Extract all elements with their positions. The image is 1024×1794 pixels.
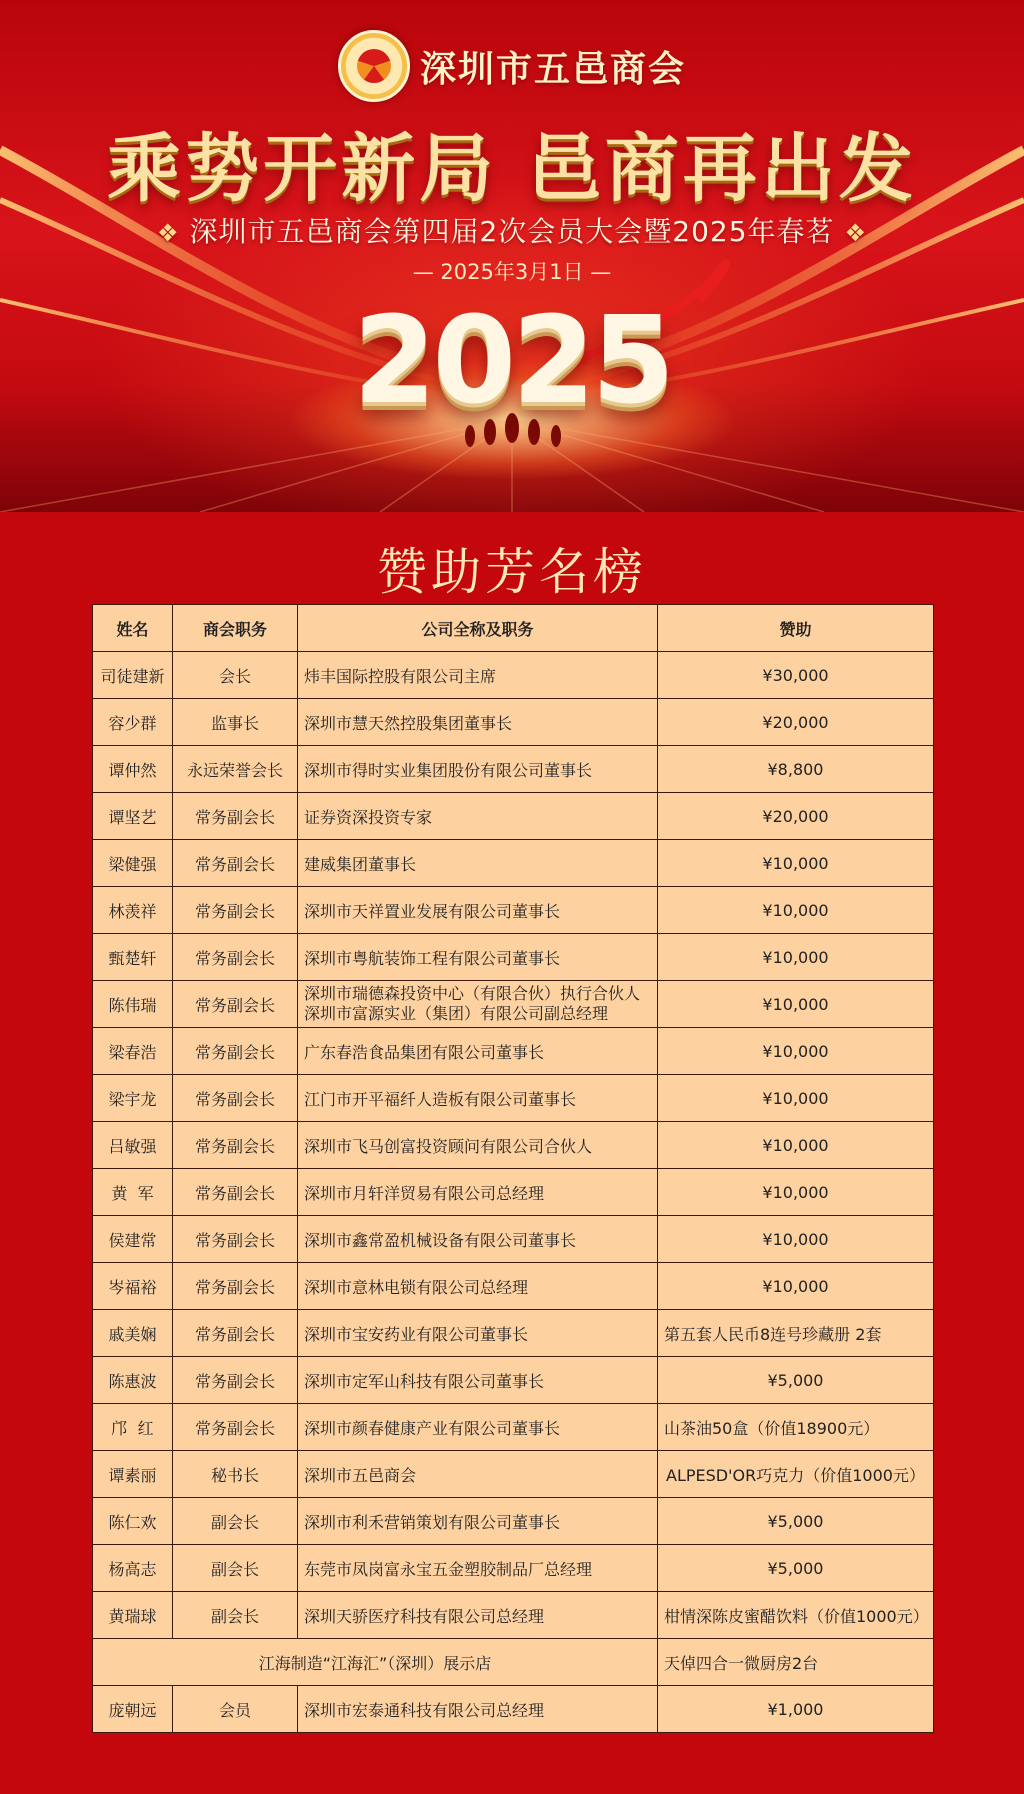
cell-company: 深圳市慧天然控股集团董事长 <box>298 699 658 746</box>
cell-company: 江门市开平福纤人造板有限公司董事长 <box>298 1075 658 1122</box>
cell-sponsor: 第五套人民币8连号珍藏册 2套 <box>658 1310 934 1357</box>
cell-name: 司徒建新 <box>93 652 173 699</box>
cell-company: 深圳市飞马创富投资顾问有限公司合伙人 <box>298 1122 658 1169</box>
event-slogan: 乘势开新局 邑商再出发 <box>107 126 917 212</box>
ornament-left-icon: ❖ <box>156 219 180 247</box>
cell-sponsor: ¥10,000 <box>658 840 934 887</box>
cell-sponsor: ¥10,000 <box>658 981 934 1028</box>
cell-name: 庞朝远 <box>93 1686 173 1733</box>
cell-name: 杨高志 <box>93 1545 173 1592</box>
big-year: 2025 <box>353 292 671 431</box>
company-line-2: 深圳市富源实业（集团）有限公司副总经理 <box>304 1004 609 1023</box>
table-row <box>93 1451 934 1498</box>
cell-sponsor: ¥30,000 <box>658 652 934 699</box>
cell-name: 侯建常 <box>93 1216 173 1263</box>
cell-company: 深圳市宝安药业有限公司董事长 <box>298 1310 658 1357</box>
table-row <box>93 1216 934 1263</box>
ornament-right-icon: ❖ <box>844 219 868 247</box>
cell-role: 常务副会长 <box>173 934 298 981</box>
cell-name: 容少群 <box>93 699 173 746</box>
cell-role: 副会长 <box>173 1498 298 1545</box>
cell-name: 黄瑞球 <box>93 1592 173 1639</box>
cell-company: 深圳市定军山科技有限公司董事长 <box>298 1357 658 1404</box>
cell-name: 黄 军 <box>93 1169 173 1216</box>
event-banner <box>0 0 1024 512</box>
table-row <box>93 1686 934 1733</box>
chamber-logo-icon <box>338 30 410 102</box>
table-row <box>93 1169 934 1216</box>
cell-role: 副会长 <box>173 1545 298 1592</box>
cell-name: 甄楚轩 <box>93 934 173 981</box>
header-name: 姓名 <box>93 605 173 652</box>
cell-role: 常务副会长 <box>173 1263 298 1310</box>
cell-role: 秘书长 <box>173 1451 298 1498</box>
cell-role: 常务副会长 <box>173 840 298 887</box>
cell-sponsor: ¥10,000 <box>658 1216 934 1263</box>
cell-sponsor: ¥5,000 <box>658 1498 934 1545</box>
cell-sponsor: ¥5,000 <box>658 1357 934 1404</box>
cell-sponsor: ¥10,000 <box>658 1028 934 1075</box>
table-row <box>93 1310 934 1357</box>
org-header <box>0 24 1024 108</box>
table-row <box>93 1122 934 1169</box>
cell-company: 东莞市凤岗富永宝五金塑胶制品厂总经理 <box>298 1545 658 1592</box>
table-row <box>93 1545 934 1592</box>
cell-name: 邝 红 <box>93 1404 173 1451</box>
cell-sponsor: ¥20,000 <box>658 793 934 840</box>
cell-company: 深圳市颜春健康产业有限公司董事长 <box>298 1404 658 1451</box>
cell-sponsor: ¥8,800 <box>658 746 934 793</box>
cell-role: 常务副会长 <box>173 1122 298 1169</box>
cell-company: 深圳市得时实业集团股份有限公司董事长 <box>298 746 658 793</box>
table-row <box>93 793 934 840</box>
cell-name: 梁春浩 <box>93 1028 173 1075</box>
table-row <box>93 652 934 699</box>
cell-sponsor: ¥10,000 <box>658 1075 934 1122</box>
table-row <box>93 887 934 934</box>
table-row <box>93 1357 934 1404</box>
cell-name: 梁宇龙 <box>93 1075 173 1122</box>
table-row <box>93 746 934 793</box>
table-header-row <box>93 605 934 652</box>
table-row <box>93 1498 934 1545</box>
event-date: — 2025年3月1日 — <box>412 260 612 284</box>
cell-name: 谭素丽 <box>93 1451 173 1498</box>
table-row <box>93 1263 934 1310</box>
cell-company <box>298 981 658 1028</box>
cell-sponsor: ¥10,000 <box>658 1169 934 1216</box>
table-row <box>93 699 934 746</box>
cell-merged-sponsor: 江海制造“江海汇”（深圳）展示店 <box>93 1639 658 1686</box>
company-line-1: 深圳市瑞德森投资中心（有限合伙）执行合伙人 <box>304 984 641 1003</box>
cell-company: 广东春浩食品集团有限公司董事长 <box>298 1028 658 1075</box>
cell-name: 岑福裕 <box>93 1263 173 1310</box>
cell-company: 深圳市鑫常盈机械设备有限公司董事长 <box>298 1216 658 1263</box>
honor-list-title: 赞助芳名榜 <box>377 543 647 601</box>
cell-sponsor: ¥10,000 <box>658 1263 934 1310</box>
cell-name: 林羡祥 <box>93 887 173 934</box>
cell-company: 深圳天骄医疗科技有限公司总经理 <box>298 1592 658 1639</box>
table-row <box>93 1639 934 1686</box>
cell-name: 梁健强 <box>93 840 173 887</box>
table-row <box>93 1075 934 1122</box>
cell-sponsor: ALPESD'OR巧克力（价值1000元） <box>658 1451 934 1498</box>
cell-company: 证券资深投资专家 <box>298 793 658 840</box>
cell-sponsor: ¥10,000 <box>658 934 934 981</box>
cell-company: 建威集团董事长 <box>298 840 658 887</box>
header-role: 商会职务 <box>173 605 298 652</box>
cell-role: 常务副会长 <box>173 1357 298 1404</box>
cell-company: 炜丰国际控股有限公司主席 <box>298 652 658 699</box>
cell-role: 常务副会长 <box>173 793 298 840</box>
cell-role: 常务副会长 <box>173 1169 298 1216</box>
cell-company: 深圳市粤航装饰工程有限公司董事长 <box>298 934 658 981</box>
cell-sponsor: ¥10,000 <box>658 1122 934 1169</box>
cell-sponsor: 天倬四合一微厨房2台 <box>658 1639 934 1686</box>
table-row <box>93 840 934 887</box>
cell-name: 吕敏强 <box>93 1122 173 1169</box>
cell-role: 常务副会长 <box>173 1075 298 1122</box>
header-sponsor: 赞助 <box>658 605 934 652</box>
cell-name: 戚美娴 <box>93 1310 173 1357</box>
cell-role: 会员 <box>173 1686 298 1733</box>
sponsor-table <box>92 604 934 1733</box>
header-company: 公司全称及职务 <box>298 605 658 652</box>
cell-role: 常务副会长 <box>173 887 298 934</box>
table-row <box>93 1404 934 1451</box>
cell-sponsor: 柑情深陈皮蜜醋饮料（价值1000元） <box>658 1592 934 1639</box>
cell-name: 陈仁欢 <box>93 1498 173 1545</box>
cell-sponsor: ¥20,000 <box>658 699 934 746</box>
cell-company: 深圳市意林电锁有限公司总经理 <box>298 1263 658 1310</box>
cell-role: 常务副会长 <box>173 1310 298 1357</box>
cell-role: 常务副会长 <box>173 1404 298 1451</box>
cell-role: 会长 <box>173 652 298 699</box>
cell-company: 深圳市月轩洋贸易有限公司总经理 <box>298 1169 658 1216</box>
cell-sponsor: 山茶油50盒（价值18900元） <box>658 1404 934 1451</box>
event-subtitle <box>0 210 1024 250</box>
cell-role: 常务副会长 <box>173 981 298 1028</box>
cell-company: 深圳市天祥置业发展有限公司董事长 <box>298 887 658 934</box>
cell-role: 常务副会长 <box>173 1028 298 1075</box>
event-subtitle-text: 深圳市五邑商会第四届2次会员大会暨2025年春茗 <box>189 215 835 248</box>
table-row <box>93 934 934 981</box>
org-name: 深圳市五邑商会 <box>419 47 686 90</box>
cell-name: 陈惠波 <box>93 1357 173 1404</box>
cell-name: 谭仲然 <box>93 746 173 793</box>
cell-sponsor: ¥5,000 <box>658 1545 934 1592</box>
cell-company: 深圳市宏泰通科技有限公司总经理 <box>298 1686 658 1733</box>
cell-role: 监事长 <box>173 699 298 746</box>
cell-company: 深圳市利禾营销策划有限公司董事长 <box>298 1498 658 1545</box>
cell-role: 副会长 <box>173 1592 298 1639</box>
table-row <box>93 1592 934 1639</box>
cell-company: 深圳市五邑商会 <box>298 1451 658 1498</box>
cell-sponsor: ¥1,000 <box>658 1686 934 1733</box>
cell-name: 陈伟瑞 <box>93 981 173 1028</box>
cell-role: 常务副会长 <box>173 1216 298 1263</box>
table-row <box>93 1028 934 1075</box>
cell-role: 永远荣誉会长 <box>173 746 298 793</box>
cell-name: 谭坚艺 <box>93 793 173 840</box>
table-row <box>93 981 934 1028</box>
cell-sponsor: ¥10,000 <box>658 887 934 934</box>
